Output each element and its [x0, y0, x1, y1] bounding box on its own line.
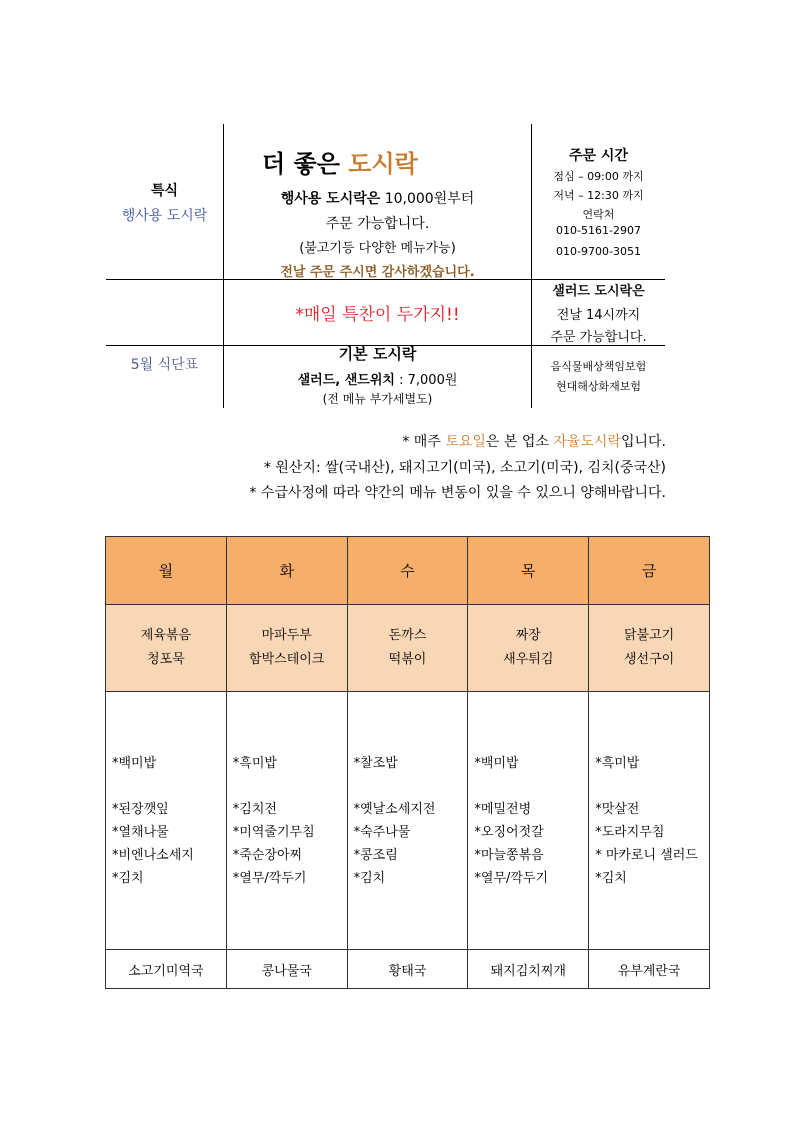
- notice-saturday-a: * 매주: [402, 434, 441, 450]
- basic-box-price: [224, 369, 531, 388]
- special-label: 특식: [150, 183, 179, 199]
- notice-saturday-free: 자율도시락: [553, 434, 621, 450]
- side-item: *비엔나소세지: [112, 847, 194, 863]
- side-dish-row: [106, 692, 710, 950]
- main-dish: 마파두부: [261, 628, 312, 643]
- event-line-4: 전날 주문 주시면 감사하겠습니다.: [280, 265, 475, 280]
- order-time-title: 주문 시간: [569, 148, 628, 164]
- soup-thu: 돼지김치찌개: [468, 950, 589, 989]
- main-dish: 청포묵: [147, 652, 185, 667]
- main-dish: 새우튀김: [503, 652, 554, 667]
- side-item: *오징어젓갈: [474, 824, 544, 840]
- main-dish: 생선구이: [623, 652, 675, 667]
- side-item: *열채나물: [112, 824, 169, 840]
- salad-note-2: 전날 14시까지: [556, 308, 641, 323]
- rice-item: *찰조밥: [353, 755, 398, 771]
- basic-box-price-items: 샐러드, 샌드위치: [297, 373, 395, 388]
- brand-title: [262, 144, 502, 179]
- side-item: *미역줄기무침: [232, 824, 315, 840]
- day-thu: 목: [468, 537, 589, 605]
- side-item: *된장깻잎: [112, 801, 169, 817]
- soup-fri: 유부계란국: [589, 950, 710, 989]
- side-dish-mon: [106, 692, 227, 950]
- side-dish-thu: [468, 692, 589, 950]
- main-dish-row: [106, 605, 710, 692]
- basic-box-price-value: : 7,000원: [399, 373, 458, 388]
- event-line-1: [224, 188, 531, 208]
- basic-box-note: (전 메뉴 부가세별도): [322, 392, 433, 406]
- event-box-label: 행사용 도시락: [121, 208, 208, 224]
- side-dish-tue: [226, 692, 347, 950]
- side-item: *죽순장아찌: [232, 847, 303, 863]
- notice-origin: * 원산지: 쌀(국내산), 돼지고기(미국), 소고기(미국), 김치(중국산): [263, 460, 666, 476]
- notice-saturday: [150, 431, 666, 451]
- event-line-2: 주문 가능합니다.: [325, 216, 430, 232]
- brand-title-part1: 더 좋은: [262, 150, 340, 178]
- rice-item: *흑미밥: [232, 755, 277, 771]
- main-dish-wed: [347, 605, 468, 692]
- side-item: *김치: [595, 870, 627, 886]
- day-wed: 수: [347, 537, 468, 605]
- contact-title: 연락처: [582, 208, 615, 221]
- brand-title-part2: 도시락: [348, 150, 418, 178]
- main-dish: 함박스테이크: [249, 652, 325, 667]
- insurance-2: 현대해상화재보험: [555, 380, 641, 393]
- side-item: * 마카로니 샐러드: [595, 847, 698, 863]
- soup-tue: 콩나물국: [226, 950, 347, 989]
- order-lunch: 점심 – 09:00 까지: [553, 170, 644, 183]
- side-dish-fri: [589, 692, 710, 950]
- notice-saturday-day: 토요일: [445, 434, 486, 450]
- soup-wed: 황태국: [347, 950, 468, 989]
- notice-saturday-e: 입니다.: [620, 434, 666, 450]
- side-item: *맛살전: [595, 801, 640, 817]
- event-line-1-bold: 행사용 도시락은: [280, 191, 381, 207]
- side-dish-wed: [347, 692, 468, 950]
- insurance-1: 음식물배상책임보험: [550, 360, 647, 373]
- order-dinner: 저녁 – 12:30 까지: [553, 189, 644, 202]
- side-item: *도라지무침: [595, 824, 665, 840]
- main-dish: 짜장: [515, 628, 541, 643]
- monthly-menu-label: 5월 식단표: [130, 357, 199, 373]
- soup-row: [106, 950, 710, 989]
- day-fri: 금: [589, 537, 710, 605]
- side-item: *콩조림: [353, 847, 398, 863]
- day-tue: 화: [226, 537, 347, 605]
- contact-phone-1: 010-5161-2907: [556, 224, 641, 237]
- day-row: [106, 537, 710, 605]
- weekly-menu-table: [105, 536, 710, 989]
- basic-box-title: 기본 도시락: [338, 345, 417, 363]
- side-item: *열무/깍두기: [232, 870, 307, 886]
- main-dish: 떡볶이: [388, 652, 427, 667]
- side-item: *옛날소세지전: [353, 801, 436, 817]
- daily-special: *매일 특찬이 두가지!!: [295, 305, 460, 325]
- event-line-3: (불고기등 다양한 메뉴가능): [299, 241, 456, 256]
- side-item: *김치: [353, 870, 386, 886]
- side-item: *마늘쫑볶음: [474, 847, 544, 863]
- main-dish-tue: [226, 605, 347, 692]
- main-dish: 돈까스: [388, 628, 427, 643]
- main-dish: 제육볶음: [140, 628, 192, 643]
- side-item: *메밀전병: [474, 801, 532, 817]
- salad-note-3: 주문 가능합니다.: [550, 330, 647, 345]
- main-dish-fri: [589, 605, 710, 692]
- salad-note-1: 샐러드 도시락은: [552, 284, 645, 299]
- rice-item: *흑미밥: [595, 755, 640, 771]
- main-dish: 닭불고기: [623, 628, 675, 643]
- notice-changes: * 수급사정에 따라 약간의 메뉴 변동이 있을 수 있으니 양해바랍니다.: [249, 485, 666, 501]
- side-item: *숙주나물: [353, 824, 411, 840]
- contact-phone-2: 010-9700-3051: [556, 245, 641, 258]
- side-item: *김치전: [232, 801, 277, 817]
- soup-mon: 소고기미역국: [106, 950, 227, 989]
- main-dish-thu: [468, 605, 589, 692]
- day-mon: 월: [106, 537, 227, 605]
- notice-saturday-c: 은 본 업소: [485, 434, 549, 450]
- side-item: *열무/깍두기: [474, 870, 549, 886]
- rice-item: *백미밥: [112, 755, 157, 771]
- rice-item: *백미밥: [474, 755, 519, 771]
- side-item: *김치: [112, 870, 144, 886]
- main-dish-mon: [106, 605, 227, 692]
- event-line-1-price: 10,000원부터: [384, 191, 475, 207]
